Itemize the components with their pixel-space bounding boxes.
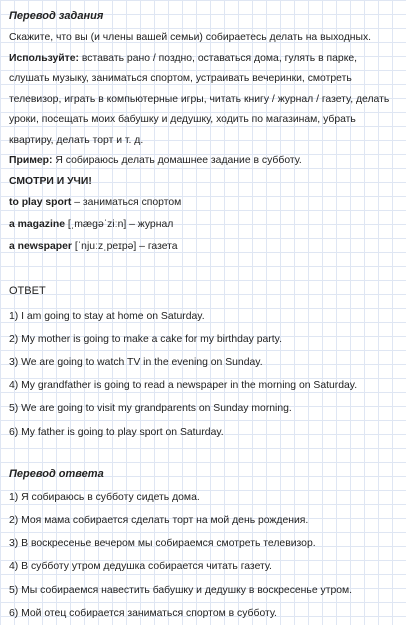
use-text: вставать рано / поздно, оставаться дома, гулять в парке, слушать музыку, заниматься спортом, устраивать вечеринки, смотреть телевизор, играть в компьютерные игры, читать книгу / журнал / газету, делать уроки, посещать моих бабушку и дедушку, ходить по магазинам, убрать квартиру, делать торт и т. д. — [9, 52, 390, 146]
vocab-term: a magazine — [9, 218, 66, 230]
task-question: Скажите, что вы (и члены вашей семьи) собираетесь делать на выходных. — [9, 32, 372, 43]
answer-item: 4) My grandfather is going to read a newspaper in the morning on Saturday. — [9, 380, 358, 392]
answer-list — [9, 305, 400, 444]
vocab-definition: [ˈnjuːzˌpeɪpə] – газета — [71, 240, 178, 252]
example-label: Пример: — [9, 155, 53, 166]
vocab-term: a newspaper — [9, 240, 72, 252]
answer-translation-list — [9, 486, 400, 625]
translation-item: 4) В субботу утром дедушка собирается читать газету. — [9, 561, 272, 573]
vocab-definition: – заниматься спортом — [71, 196, 182, 208]
answer-item: 2) My mother is going to make a cake for my birthday party. — [9, 333, 282, 345]
translation-item: 2) Моя мама собирается сделать торт на мой день рождения. — [9, 514, 309, 526]
use-paragraph — [9, 49, 400, 152]
vocab-title: СМОТРИ И УЧИ! — [9, 175, 92, 187]
answer-item: 3) We are going to watch TV in the evening on Sunday. — [9, 356, 263, 368]
answer-item: 1) I am going to stay at home on Saturday. — [9, 310, 205, 322]
translation-item: 1) Я собираюсь в субботу сидеть дома. — [9, 491, 200, 503]
vocab-term: to play sport — [9, 196, 72, 208]
example-paragraph — [9, 151, 400, 172]
vocab-definition: [ˌmæɡəˈziːn] – журнал — [65, 218, 174, 230]
translation-item: 5) Мы собираемся навестить бабушку и дедушку в воскресенье утром. — [9, 584, 353, 596]
answer-item: 6) My father is going to play sport on Saturday. — [9, 426, 224, 438]
vocab-item — [9, 214, 400, 236]
translation-item: 3) В воскресенье вечером мы собираемся смотреть телевизор. — [9, 538, 316, 550]
translation-item: 6) Мой отец собирается заниматься спортом в субботу. — [9, 607, 277, 619]
answer-translation-title: Перевод ответа — [9, 467, 104, 480]
vocab-item — [9, 236, 400, 258]
vocab-item — [9, 192, 400, 214]
use-label: Используйте: — [9, 52, 79, 64]
example-text: Я собираюсь делать домашнее задание в субботу. — [52, 155, 302, 166]
answer-item: 5) We are going to visit my grandparents on Sunday morning. — [9, 403, 292, 415]
task-translation-title: Перевод задания — [9, 10, 104, 22]
answer-title: ОТВЕТ — [9, 284, 46, 297]
